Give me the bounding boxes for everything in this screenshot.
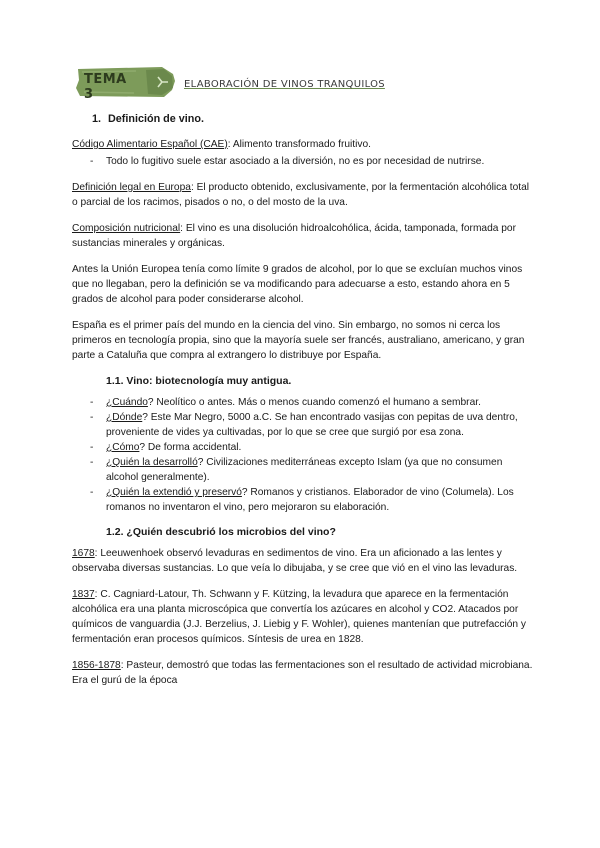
section-number: 1. — [92, 113, 102, 125]
question-label: ¿Quién la extendió y preservó — [106, 487, 242, 498]
subsection-heading-1-1: 1.1. Vino: biotecnología muy antigua. — [106, 375, 292, 387]
chapter-title: ELABORACIÓN DE VINOS TRANQUILOS — [184, 79, 385, 90]
document-body — [72, 112, 534, 699]
question-label: ¿Cuándo — [106, 397, 148, 408]
paragraph-eu: Antes la Unión Europea tenía como límite 9 grados de alcohol, por lo que se excluían muchos vinos que no llegaban, pero la definición se va modificando para adecuarse a esto, estando ahora en 5 grados de alcohol para poder considerarse alcohol. — [72, 264, 523, 305]
year-label: 1856-1878 — [72, 660, 121, 671]
paragraph-nutritional — [72, 221, 534, 251]
term-cae: Código Alimentario Español (CAE) — [72, 139, 228, 150]
paragraph-1837 — [72, 587, 534, 647]
question-answer: ? De forma accidental. — [139, 442, 242, 453]
list-item — [72, 440, 534, 455]
paragraph-cae — [72, 137, 534, 152]
year-label: 1837 — [72, 589, 95, 600]
list-item — [72, 455, 534, 485]
question-answer: ? Civilizaciones mediterráneas excepto Islam (ya que no consumen alcohol generalmente). — [106, 457, 503, 483]
questions-list — [72, 395, 534, 515]
question-label: ¿Cómo — [106, 442, 140, 453]
subsection-heading-1-2: 1.2. ¿Quién descubrió los microbios del vino? — [106, 526, 336, 538]
question-answer: ? Neolítico o antes. Más o menos cuando comenzó el humano a sembrar. — [147, 397, 481, 408]
section-title: Definición de vino. — [108, 113, 204, 125]
question-answer: ? Romanos y cristianos. Elaborador de vino (Columela). Los romanos no inventaron el vino, pero mejoraron su elaboración. — [106, 487, 514, 513]
question-label: ¿Dónde — [106, 412, 143, 423]
list-item — [72, 410, 534, 440]
question-label: ¿Quién la desarrolló — [106, 457, 198, 468]
chapter-tag: TEMA 3 — [84, 72, 127, 102]
year-text: : Pasteur, demostró que todas las fermentaciones son el resultado de actividad microbiana. Era el gurú de la época — [72, 660, 533, 686]
text-cae: : Alimento transformado fruitivo. — [227, 139, 371, 150]
year-text: : Leeuwenhoek observó levaduras en sedimentos de vino. Era un aficionado a las lentes y observaba diversas sustancias. Lo que veía lo dibujaba, y se cree que vió en el vino las levaduras. — [72, 548, 518, 574]
term-legal: Definición legal en Europa — [72, 182, 191, 193]
paragraph-1678 — [72, 546, 534, 576]
section-heading-1 — [92, 112, 534, 127]
list-item — [72, 395, 534, 410]
text-legal: : El producto obtenido, exclusivamente, por la fermentación alcohólica total o parcial de los racimos, pisados o no, o del mosto de la uva. — [72, 182, 530, 208]
term-nutritional: Composición nutricional — [72, 223, 181, 234]
question-answer: ? Este Mar Negro, 5000 a.C. Se han encontrado vasijas con pepitas de uva dentro, proveniente de vides ya cultivadas, por lo que se cree que surgió por esa zona. — [106, 412, 518, 438]
paragraph-spain: España es el primer país del mundo en la ciencia del vino. Sin embargo, no somos ni cerca los primeros en tecnología propia, sino que la mayoría suele ser francés, australiano, americano, y gran parte a Cataluña que compra al extrangero lo distribuye por España. — [72, 320, 525, 361]
year-text: : C. Cagniard-Latour, Th. Schwann y F. Kützing, la levadura que aparece en la fermentación alcohólica era una planta microscópica que convertía los azúcares en alcohol y CO2. Atacados por químicos de vanguardia (J.J. Berzelius, J. Liebig y F. Wohler), quienes mantenían que putrefacción y fermentación eran procesos químicos. Síntesis de urea en 1828. — [72, 589, 526, 645]
paragraph-legal — [72, 180, 534, 210]
year-label: 1678 — [72, 548, 95, 559]
cae-list — [72, 154, 534, 169]
list-item: - Todo lo fugitivo suele estar asociado a la diversión, no es por necesidad de nutrirse. — [72, 154, 534, 169]
text-nutritional: : El vino es una disolución hidroalcohólica, ácida, tamponada, formada por sustancias minerales y orgánicas. — [72, 223, 516, 249]
list-item — [72, 485, 534, 515]
paragraph-1856 — [72, 658, 534, 688]
